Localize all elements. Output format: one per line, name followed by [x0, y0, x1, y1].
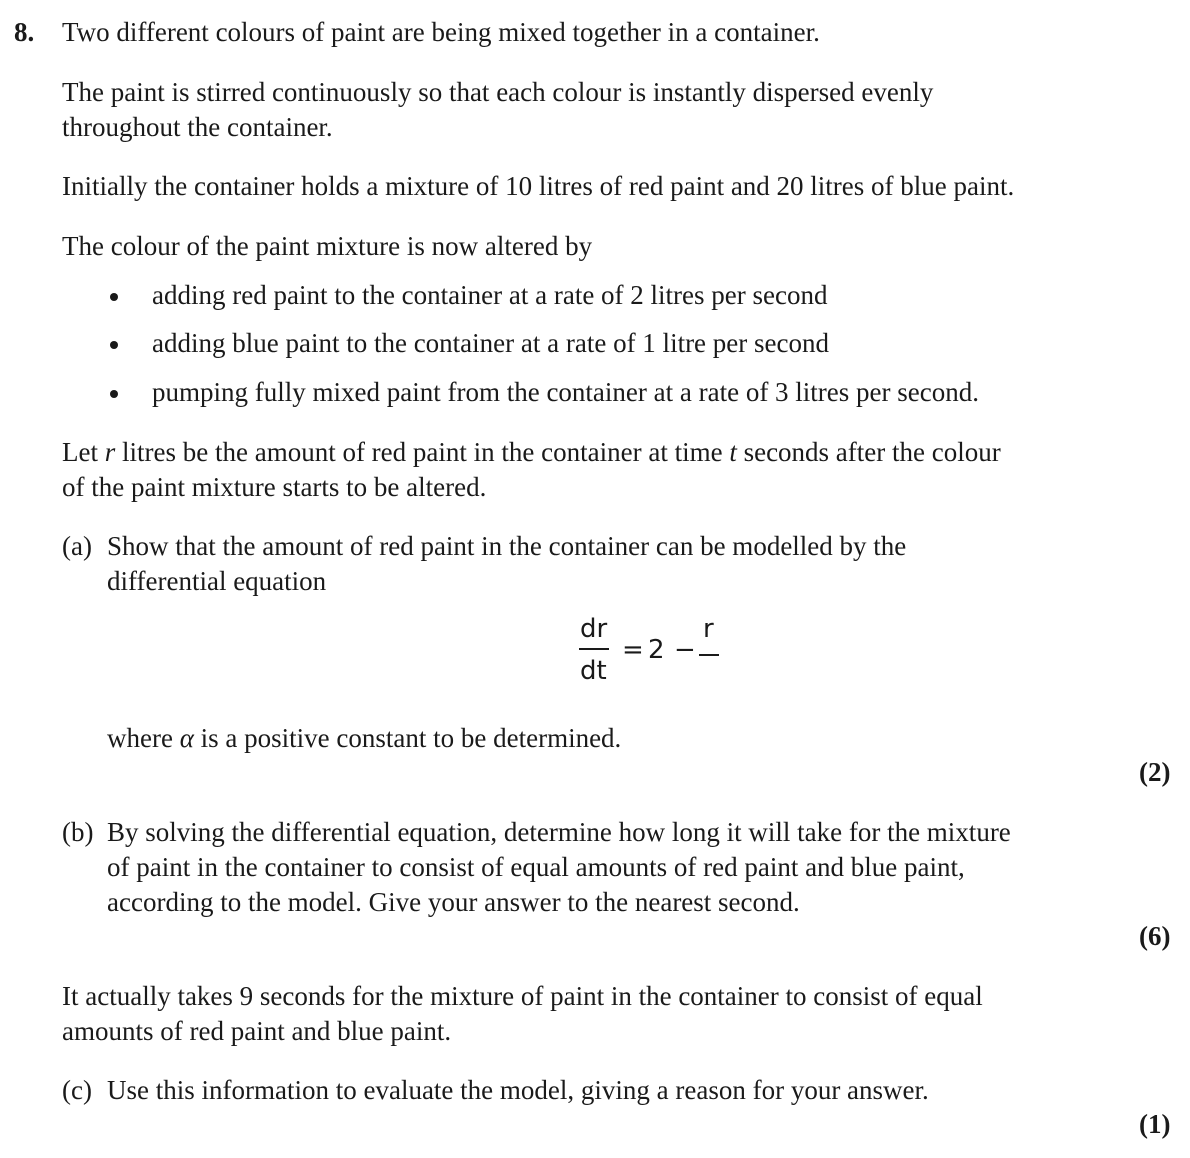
equation-constant: 2 — [648, 635, 665, 665]
part-a-marks: (2) — [1139, 757, 1171, 787]
paragraph-altered-by: The colour of the paint mixture is now altered by — [62, 231, 593, 261]
bullet-item-red: adding red paint to the container at a rate of 2 litres per second — [152, 280, 828, 310]
equation-minus: − — [674, 635, 696, 665]
equation-lhs-denominator: dt — [580, 656, 607, 686]
paragraph-definitions-line1: Let r litres be the amount of red paint in the container at time t seconds after the colour — [62, 437, 1001, 467]
equation-equals: = — [622, 635, 644, 665]
part-b-text-line1: By solving the differential equation, determine how long it will take for the mixture — [107, 817, 1011, 847]
question-number: 8. — [14, 17, 35, 47]
variable-t: t — [729, 437, 737, 467]
paragraph-stirring-line1: The paint is stirred continuously so that each colour is instantly dispersed evenly — [62, 77, 934, 107]
equation-rhs-numerator: r — [703, 614, 714, 644]
paragraph-actual-time-line2: amounts of red paint and blue paint. — [62, 1016, 452, 1046]
part-c-label: (c) — [62, 1075, 92, 1105]
part-a-label: (a) — [62, 531, 92, 561]
paragraph-stirring-line2: throughout the container. — [62, 112, 333, 142]
variable-r: r — [104, 437, 116, 467]
part-a-where-line: where α is a positive constant to be determined. — [107, 723, 622, 753]
part-b-label: (b) — [62, 817, 94, 847]
equation-lhs-numerator: dr — [580, 614, 608, 644]
part-b-marks: (6) — [1139, 921, 1171, 951]
part-b-text-line3: according to the model. Give your answer to the nearest second. — [107, 887, 800, 917]
paragraph-initial-mixture: Initially the container holds a mixture of 10 litres of red paint and 20 litres of blue paint. — [62, 171, 1015, 201]
part-c-marks: (1) — [1139, 1109, 1171, 1139]
equation-rhs-fraction-bar — [699, 654, 719, 656]
paragraph-actual-time-line1: It actually takes 9 seconds for the mixture of paint in the container to consist of equal — [62, 981, 983, 1011]
part-c-text-line1: Use this information to evaluate the model, giving a reason for your answer. — [107, 1075, 929, 1105]
question-intro: Two different colours of paint are being mixed together in a container. — [62, 17, 820, 47]
bullet-dot — [110, 390, 118, 398]
bullet-item-pumping: pumping fully mixed paint from the container at a rate of 3 litres per second. — [152, 377, 979, 407]
bullet-dot — [110, 293, 118, 301]
part-b-text-line2: of paint in the container to consist of equal amounts of red paint and blue paint, — [107, 852, 965, 882]
part-a-text-line1: Show that the amount of red paint in the container can be modelled by the — [107, 531, 907, 561]
bullet-item-blue: adding blue paint to the container at a rate of 1 litre per second — [152, 328, 829, 358]
equation-lhs-fraction-bar — [579, 648, 609, 650]
bullet-dot — [110, 341, 118, 349]
part-a-text-line2: differential equation — [107, 566, 327, 596]
paragraph-definitions-line2: of the paint mixture starts to be altered. — [62, 472, 487, 502]
alpha-symbol: α — [179, 723, 194, 753]
